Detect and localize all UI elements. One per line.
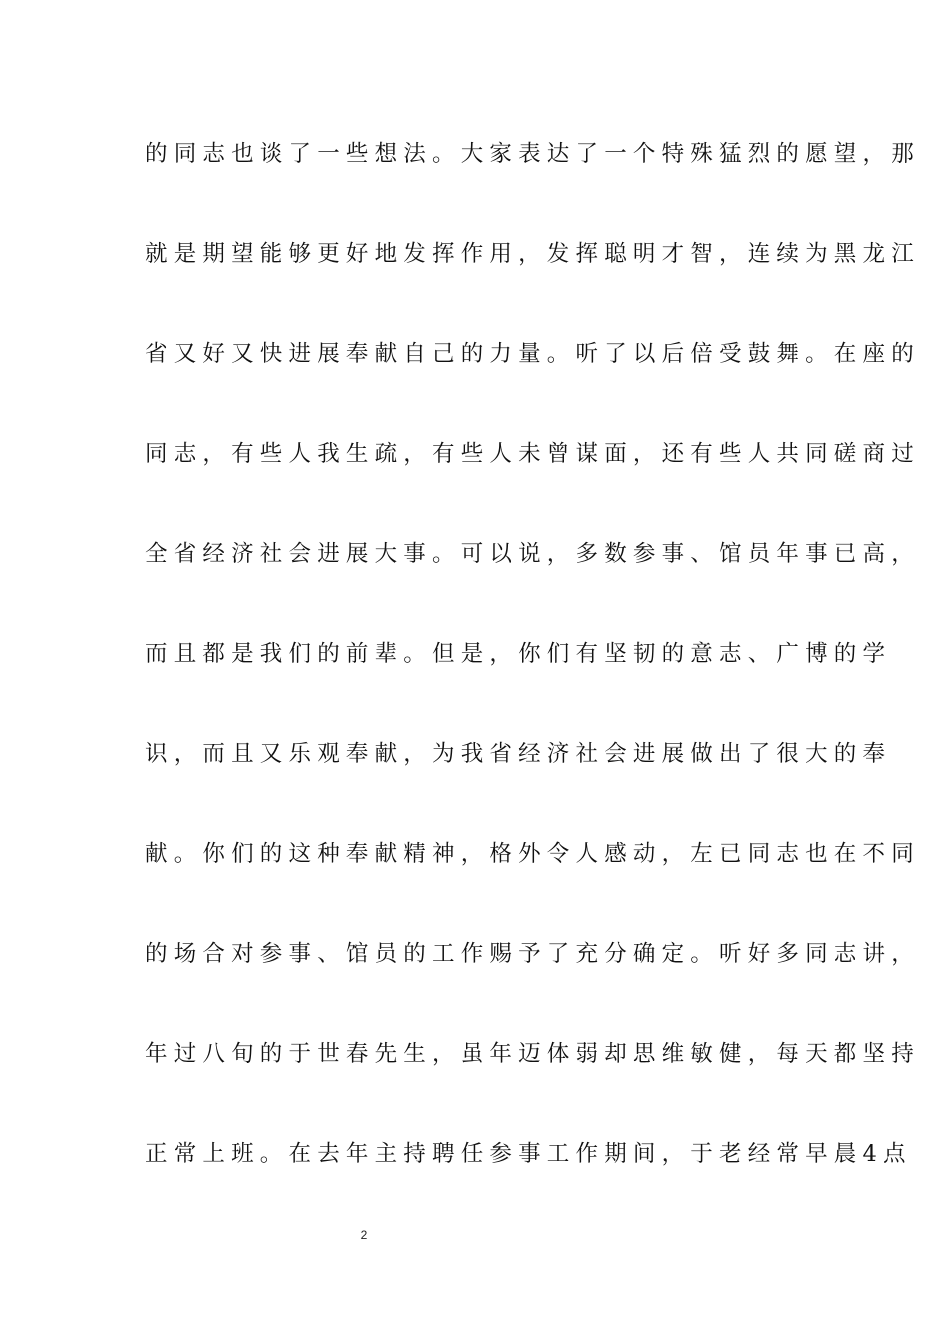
page-number: 2 <box>360 1228 368 1242</box>
text-line: 识，而且又乐观奉献，为我省经济社会进展做出了很大的奉 <box>145 741 892 767</box>
text-line: 的同志也谈了一些想法。大家表达了一个特殊猛烈的愿望，那 <box>145 141 920 167</box>
body-text <box>145 136 920 1236</box>
text-line: 省又好又快进展奉献自己的力量。听了以后倍受鼓舞。在座的 <box>145 341 920 367</box>
text-line: 就是期望能够更好地发挥作用，发挥聪明才智，连续为黑龙江 <box>145 241 920 267</box>
text-line: 献。你们的这种奉献精神，格外令人感动，左已同志也在不同 <box>145 841 920 867</box>
text-line: 同志，有些人我生疏，有些人未曾谋面，还有些人共同磋商过 <box>145 441 920 467</box>
text-line: 正常上班。在去年主持聘任参事工作期间，于老经常早晨4点 <box>145 1141 912 1167</box>
text-line: 全省经济社会进展大事。可以说，多数参事、馆员年事已高， <box>145 541 920 567</box>
text-line: 的场合对参事、馆员的工作赐予了充分确定。听好多同志讲， <box>145 941 920 967</box>
text-line: 年过八旬的于世春先生，虽年迈体弱却思维敏健，每天都坚持 <box>145 1041 920 1067</box>
text-line: 而且都是我们的前辈。但是，你们有坚韧的意志、广博的学 <box>145 641 892 667</box>
